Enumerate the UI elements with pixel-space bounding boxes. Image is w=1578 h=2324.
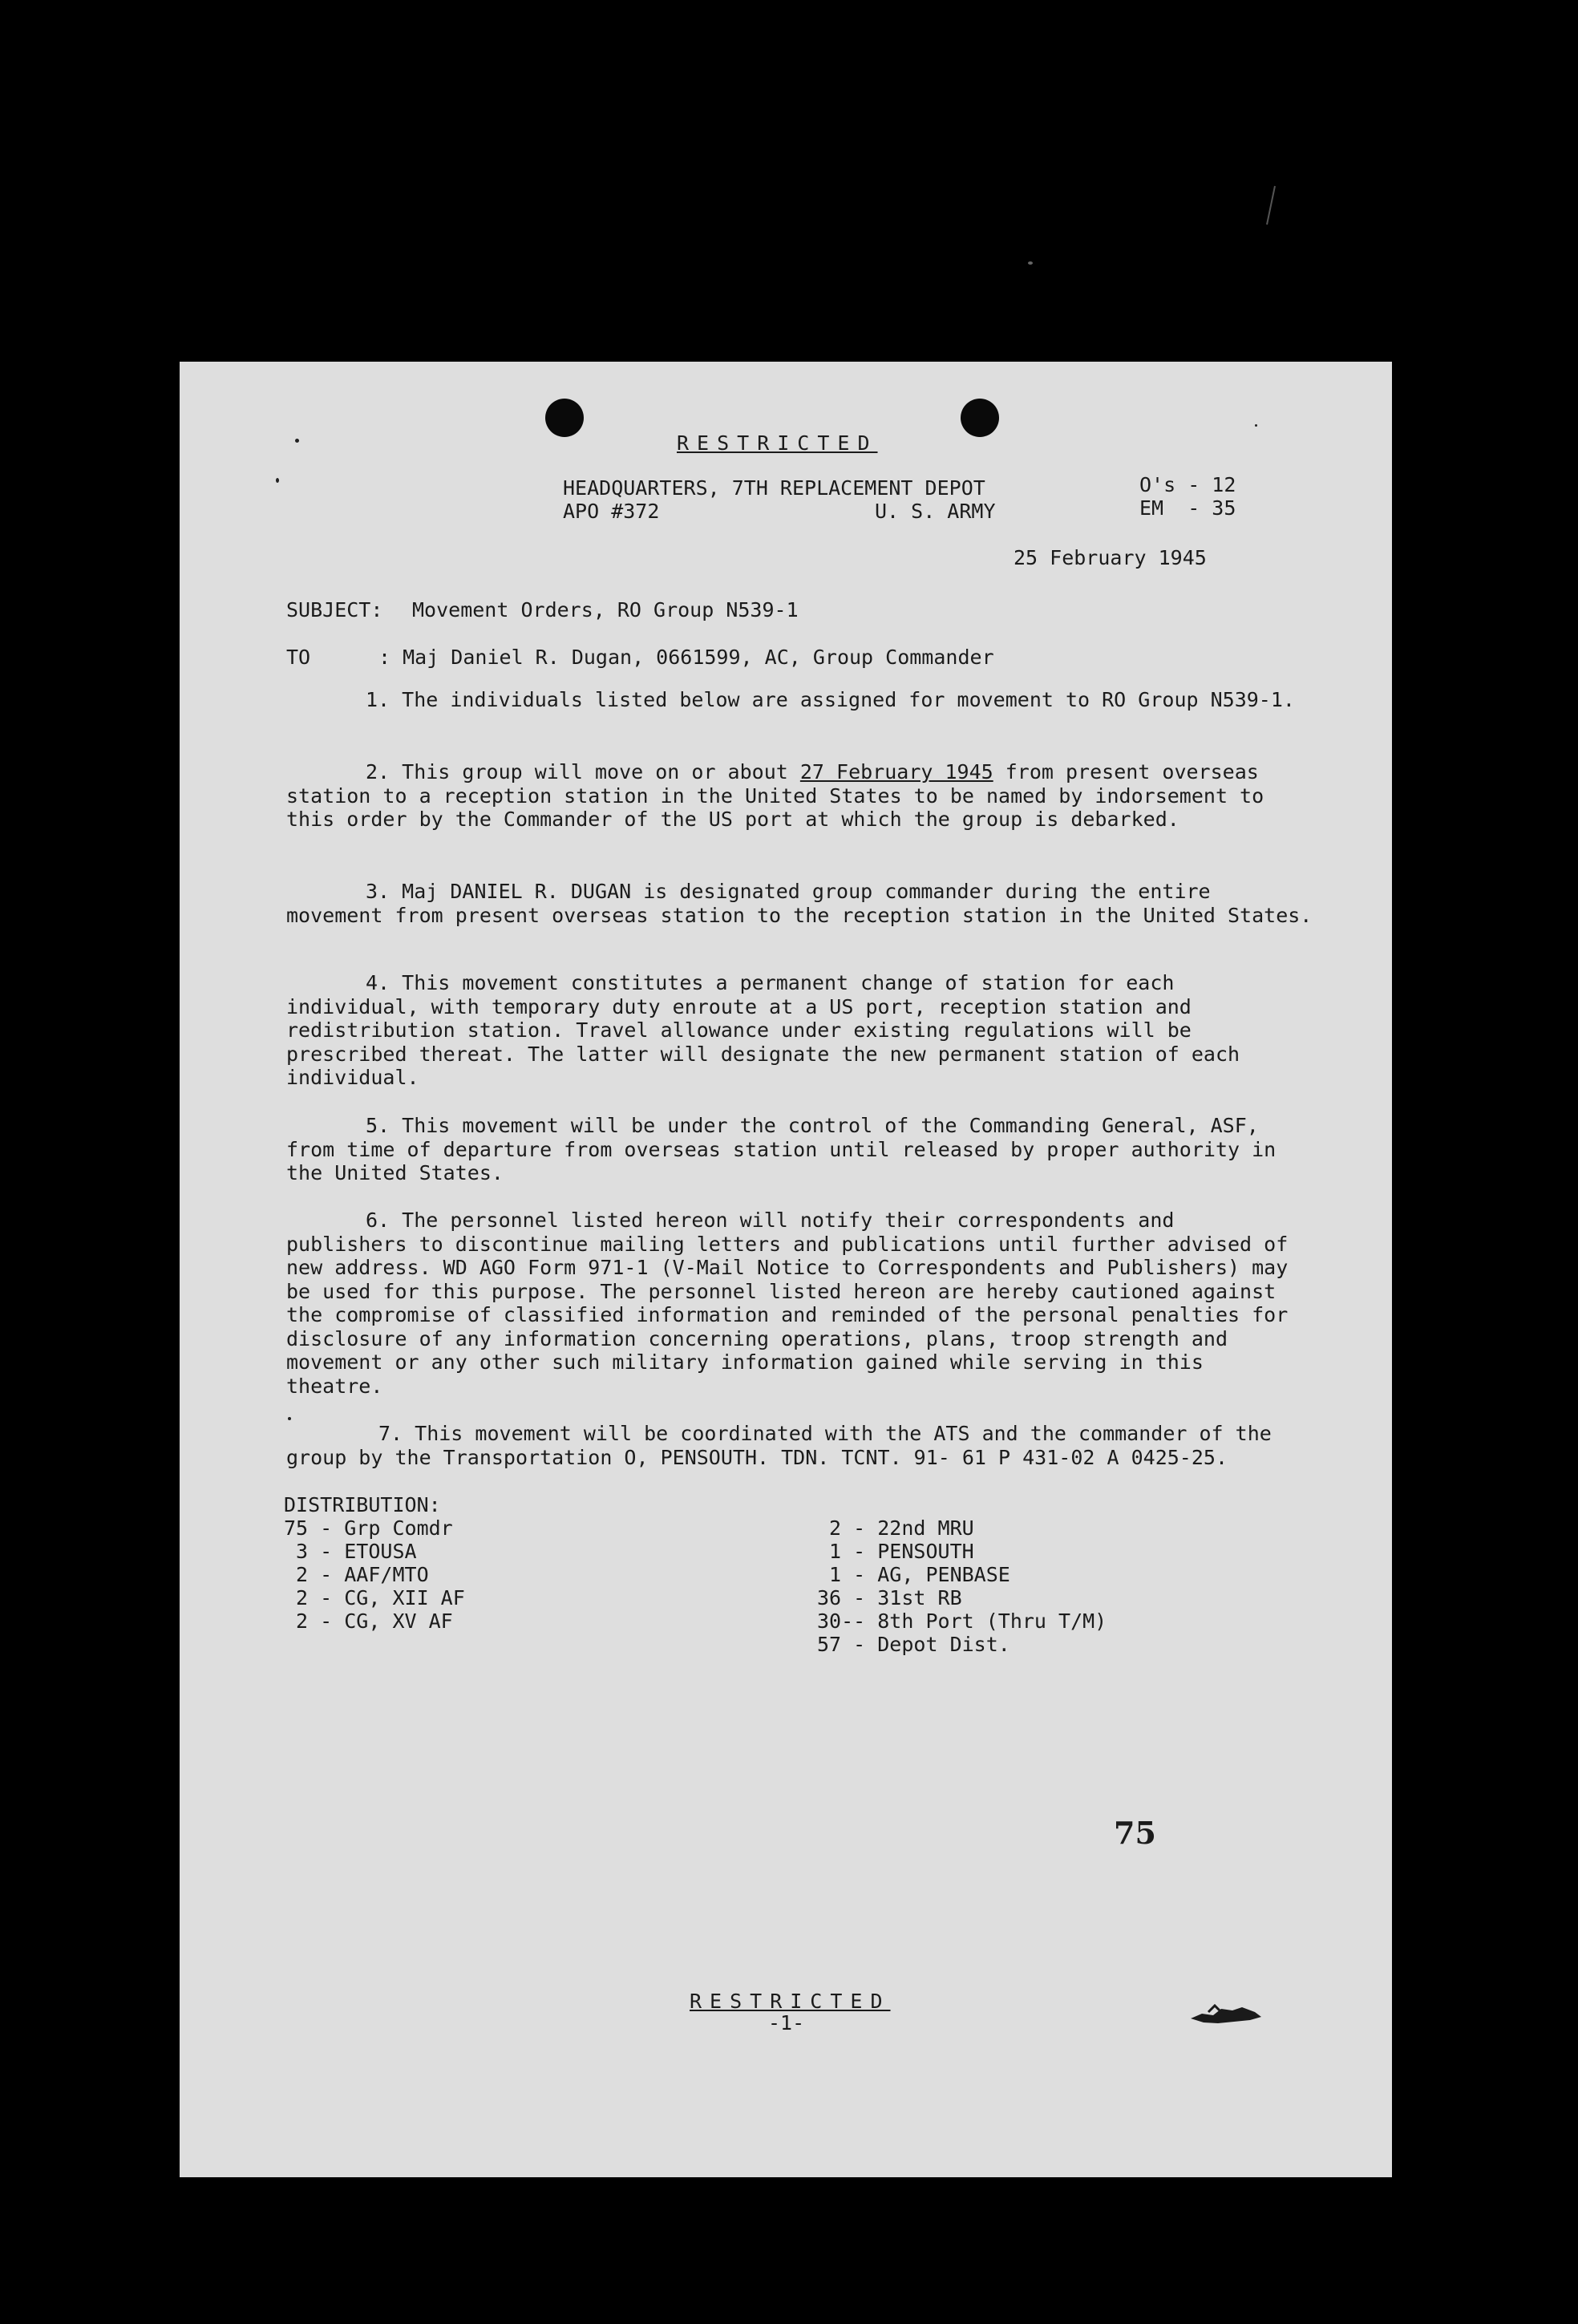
- punch-hole-left-icon: [545, 399, 584, 437]
- group-commander-name: Maj DANIEL R. DUGAN: [402, 880, 632, 903]
- list-item: 3 - ETOUSA: [284, 1540, 417, 1563]
- film-scratch-icon: [1259, 184, 1283, 233]
- document-date: 25 February 1945: [1014, 546, 1207, 569]
- list-item: 75 - Grp Comdr: [284, 1516, 453, 1540]
- paper-speck-icon: [295, 439, 299, 443]
- to-value: : Maj Daniel R. Dugan, 0661599, AC, Group Commander: [378, 646, 994, 669]
- paper-speck-icon: [1255, 424, 1257, 427]
- officer-count: O's - 12: [1139, 473, 1236, 496]
- list-item: 2 - AAF/MTO: [284, 1563, 429, 1586]
- paragraph-4: 4. This movement constitutes a permanent change of station for each individual, with temporary duty enroute at a US port, reception station and redistribution station. Travel allowance under existing regulations will be prescribed thereat. The latter will designate the new permanent station of each individual.: [286, 971, 1252, 1089]
- paragraph-6: 6. The personnel listed hereon will notify their correspondents and publishers to discontinue mailing letters and publications until further advised of new address. WD AGO Form 971-1 (V-Mail Notice to Correspondents and Publishers) may be used for this purpose. The personnel listed hereon are hereby cautioned against the compromise of classified information and reminded of the personal penalties for disclosure of any information concerning operations, plans, troop strength and movement or any other such military information gained while serving in this theatre.: [286, 1209, 1301, 1398]
- paragraph-3: 3. Maj DANIEL R. DUGAN is designated group commander during the entire movement from present overseas station to the reception station in the United States.: [286, 880, 1313, 927]
- classification-bottom: RESTRICTED: [690, 1990, 891, 2013]
- paragraph-2: 2. This group will move on or about 27 February 1945 from present overseas station to a reception station in the United States to be named by indorsement to this order by the Commander of the US port at which the group is debarked.: [286, 760, 1277, 831]
- list-item: 30-- 8th Port (Thru T/M): [817, 1609, 1107, 1633]
- paragraph-7: 7. This movement will be coordinated with the ATS and the commander of the group by the Transportation O, PENSOUTH. TDN. TCNT. 91- 61 P 431-02 A 0425-25.: [286, 1422, 1284, 1469]
- document-page: [180, 362, 1392, 2177]
- film-speck-icon: [1028, 261, 1033, 265]
- list-item: 2 - CG, XV AF: [284, 1609, 453, 1633]
- punch-hole-right-icon: [961, 399, 999, 437]
- distribution-label: DISTRIBUTION:: [284, 1493, 441, 1516]
- enlisted-count: EM - 35: [1139, 496, 1236, 520]
- departure-date: 27 February 1945: [799, 760, 993, 783]
- header-army: U. S. ARMY: [875, 500, 996, 523]
- page-number: -1-: [768, 2011, 805, 2035]
- paper-speck-icon: [276, 478, 279, 483]
- list-item: 1 - PENSOUTH: [817, 1540, 974, 1563]
- stamp-number: 75: [1114, 1815, 1156, 1851]
- list-item: 2 - 22nd MRU: [817, 1516, 974, 1540]
- subject-label: SUBJECT:: [286, 598, 383, 621]
- header-line-1: HEADQUARTERS, 7TH REPLACEMENT DEPOT: [563, 476, 985, 500]
- paragraph-5: 5. This movement will be under the control of the Commanding General, ASF, from time of departure from overseas station until released by proper authority in the United States.: [286, 1114, 1289, 1184]
- paper-speck-icon: [288, 1417, 291, 1420]
- to-label: TO: [286, 646, 311, 669]
- subject-value: Movement Orders, RO Group N539-1: [412, 598, 799, 621]
- distribution-right-list: [817, 1516, 1107, 1656]
- list-item: 57 - Depot Dist.: [817, 1633, 1010, 1656]
- distribution-left-list: [284, 1516, 465, 1633]
- header-apo: APO #372: [563, 500, 660, 523]
- list-item: 36 - 31st RB: [817, 1586, 962, 1609]
- list-item: 2 - CG, XII AF: [284, 1586, 465, 1609]
- list-item: 1 - AG, PENBASE: [817, 1563, 1010, 1586]
- ink-stamp-icon: [1186, 1996, 1266, 2028]
- classification-top: RESTRICTED: [677, 431, 878, 455]
- paragraph-1: 1. The individuals listed below are assigned for movement to RO Group N539-1.: [366, 688, 1295, 711]
